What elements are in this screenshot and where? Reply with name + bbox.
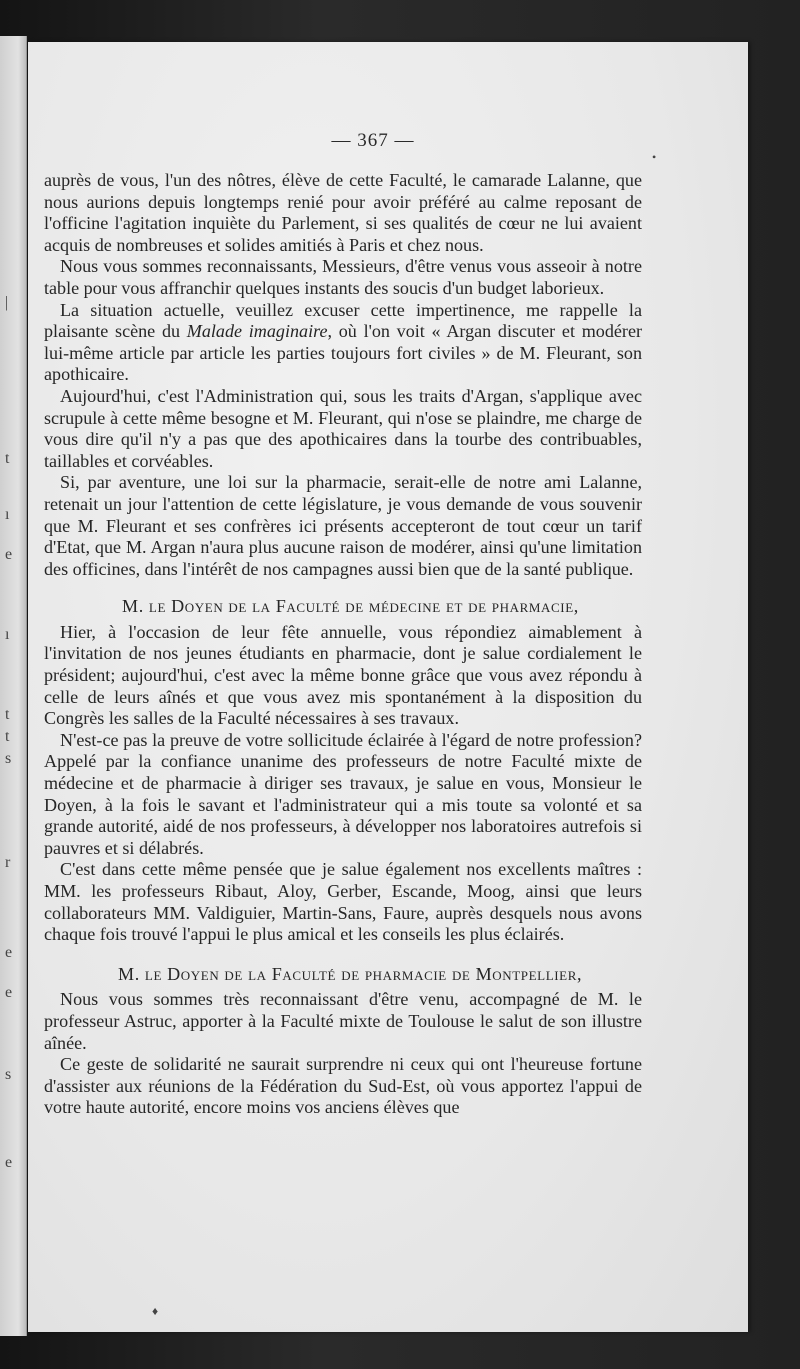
paragraph-text: , où l'on voit « Argan discuter et modérer lui-même article par article les parties toujours fort civiles » de M. Fleurant, son apothicaire. xyxy=(44,321,643,385)
book-page xyxy=(28,42,748,1332)
paragraph: Nous vous sommes reconnaissants, Messieurs, d'être venus vous asseoir à notre table pour vous affranchir quelques instants des soucis d'un budget laborieux. xyxy=(44,256,642,298)
work-title: Malade imaginaire xyxy=(186,321,328,342)
page-edge-mark: e xyxy=(5,984,13,1001)
paragraph: Aujourd'hui, c'est l'Administration qui, sous les traits d'Argan, s'applique avec scrupule à cette même besogne et M. Fleurant, qui n'ose se plaindre, me charge de vous dire qu'il n'y a pas que des apothicaires dans la tourbe des contribuables, taillables et corvéables. xyxy=(44,385,642,471)
paragraph-text: La situation actuelle, veuillez excuser cette impertinence, me rappelle la plaisante scène du xyxy=(44,299,642,342)
previous-page-edge xyxy=(0,36,27,1336)
page-edge-mark: s xyxy=(5,1066,12,1083)
paragraph: Ce geste de solidarité ne saurait surprendre ni ceux qui ont l'heureuse fortune d'assister aux réunions de la Fédération du Sud-Est, où vous apportez l'appui de votre haute autorité, encore moins vos anciens élèves que xyxy=(44,1054,642,1118)
ink-speck: • xyxy=(652,150,657,164)
paragraph: N'est-ce pas la preuve de votre sollicitude éclairée à l'égard de notre profession? Appelé par la confiance unanime des professeurs de notre Faculté mixte de médecine et de pharmacie à diriger ses travaux, je salue en vous, Monsieur le Doyen, à la fois le savant et l'administrateur qui a mis toute sa volonté et sa grande autorité, aidé de nos professeurs, à développer nos laboratoires autrefois si pauvres et si délabrés. xyxy=(44,729,642,858)
page-edge-mark: t xyxy=(5,450,10,467)
paragraph: Si, par aventure, une loi sur la pharmacie, serait-elle de notre ami Lalanne, retenait un jour l'attention de cette législature, je vous demande de vous souvenir que M. Fleurant et ses confrères ici présents accepteront de tout cœur un tarif d'Etat, que M. Argan n'aura plus aucune raison de modérer, ainsi qu'une limitation des officines, dans l'intérêt de nos campagnes aussi bien que de la santé publique. xyxy=(44,472,642,579)
page-edge-mark: e xyxy=(5,546,13,563)
paragraph: C'est dans cette même pensée que je salue également nos excellents maîtres : MM. les professeurs Ribaut, Aloy, Gerber, Escande, Moog, ainsi que leurs collaborateurs MM. Valdiguier, Martin-Sans, Faure, auprès desquels nous avons chaque fois trouvé l'appui le plus amical et les conseils les plus éclairés. xyxy=(44,859,642,945)
paragraph: Nous vous sommes très reconnaissant d'être venu, accompagné de M. le professeur Astruc, apporter à la Faculté mixte de Toulouse le salut de son illustre aînée. xyxy=(44,989,642,1053)
ink-speck: ♦ xyxy=(152,1304,159,1318)
page-edge-mark: ı xyxy=(5,506,10,523)
page-edge-mark: e xyxy=(5,1154,13,1171)
paragraph: auprès de vous, l'un des nôtres, élève de cette Faculté, le camarade Lalanne, que nous aurions depuis longtemps renié pour avoir préféré au calme reposant de l'officine l'agitation inquiète du Parlement, si ses qualités de cœur ne lui avaient acquis de nombreuses et solides amitiés à Paris et chez nous. xyxy=(44,170,642,255)
page-edge-mark: s xyxy=(5,750,12,767)
body-text xyxy=(44,170,642,1119)
page-edge-mark: t xyxy=(5,728,10,745)
page-edge-mark: ı xyxy=(5,626,10,643)
section-heading: M. le Doyen de la Faculté de pharmacie de Montpellier, xyxy=(118,963,583,984)
paragraph xyxy=(44,300,642,386)
page-edge-mark: r xyxy=(5,854,11,871)
page-edge-mark: | xyxy=(5,294,9,311)
page-edge-mark: t xyxy=(5,706,10,723)
page-number: — 367 — xyxy=(331,130,415,151)
section-heading: M. le Doyen de la Faculté de médecine et de pharmacie, xyxy=(122,596,579,617)
paragraph: Hier, à l'occasion de leur fête annuelle, vous répondiez aimablement à l'invitation de nos jeunes étudiants en pharmacie, dont je salue cordialement le président; aujourd'hui, c'est avec la même bonne grâce que vous avez répondu à celle de leurs aînés et que vous avez mis spontanément à la disposition du Congrès les salles de la Faculté nécessaires à ses travaux. xyxy=(44,621,642,729)
page-edge-mark: e xyxy=(5,944,13,961)
